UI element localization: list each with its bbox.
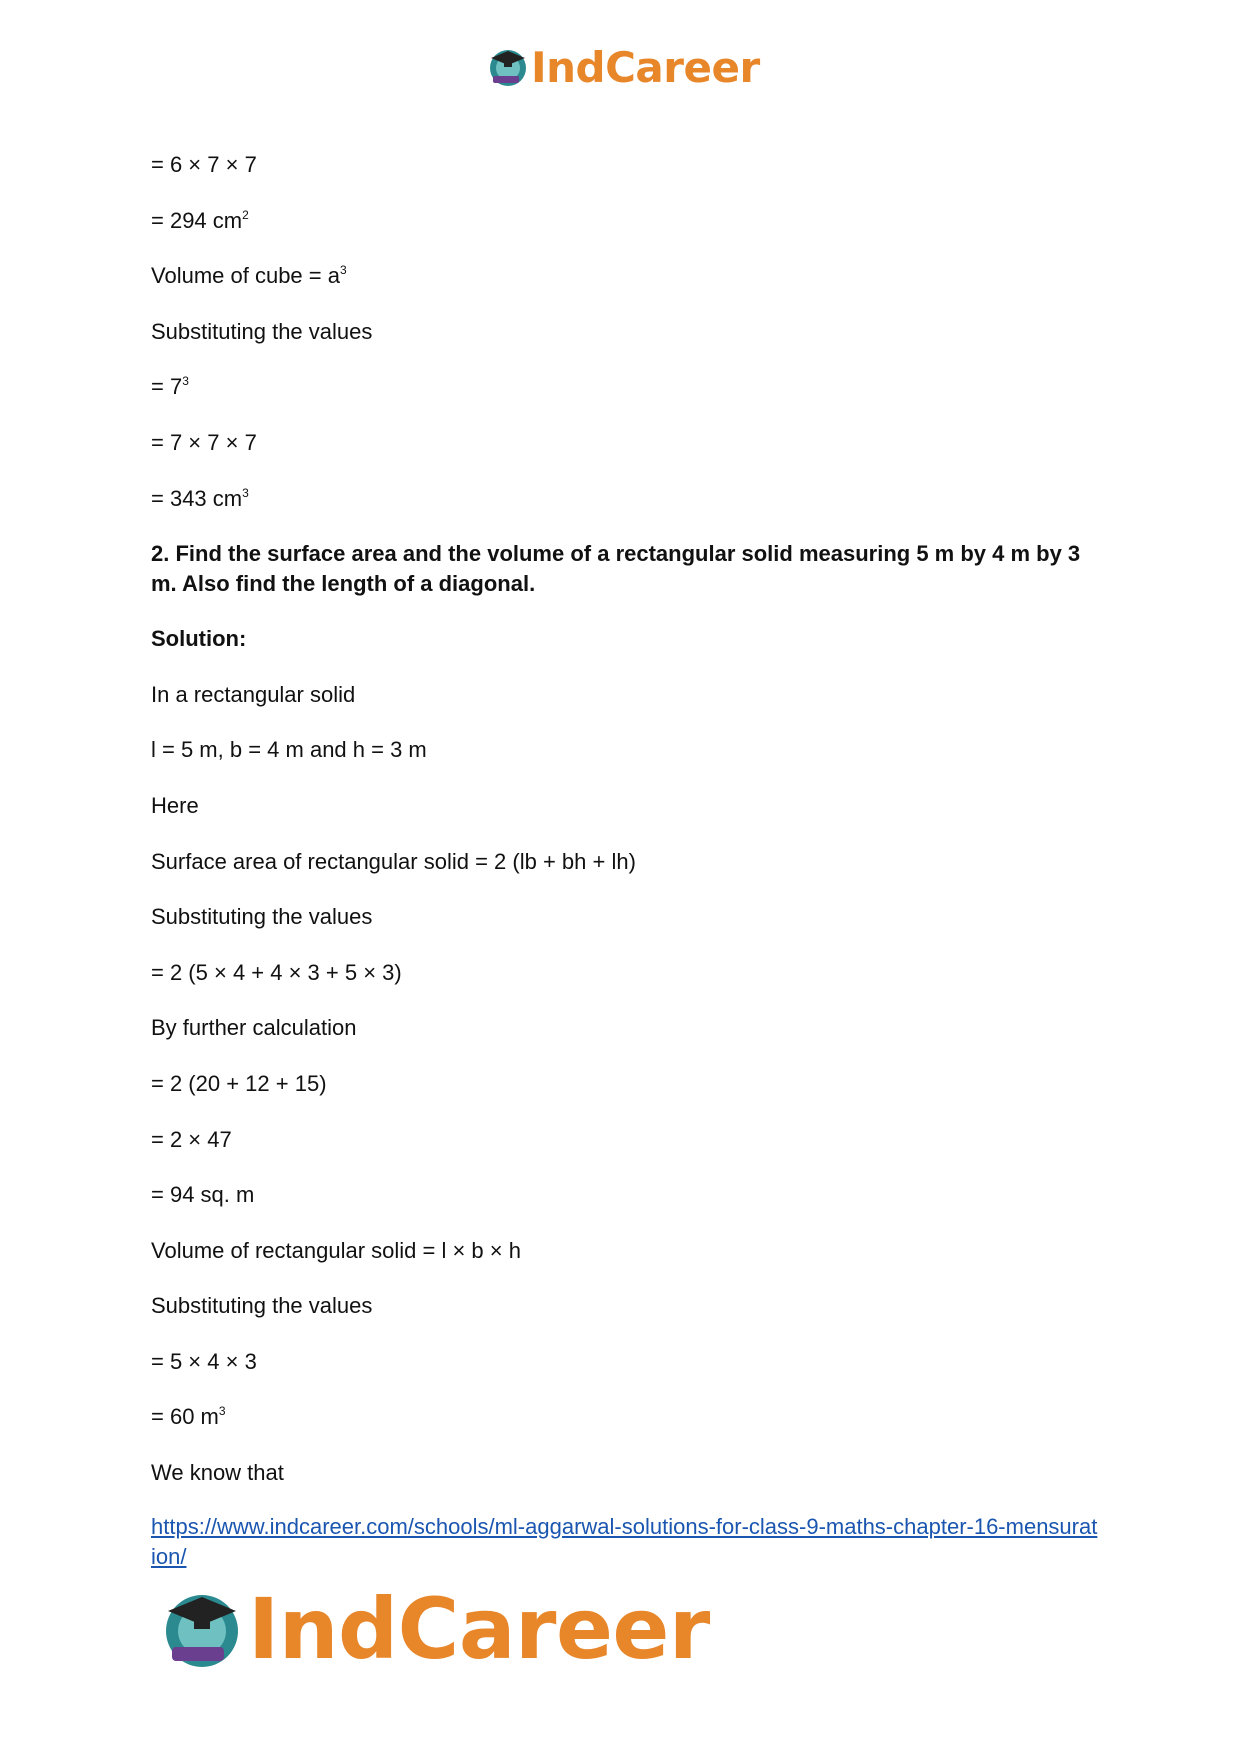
- line-text: = 2 (20 + 12 + 15): [151, 1070, 327, 1096]
- solution-label: Solution:: [151, 626, 247, 652]
- line-text: = 60 m: [151, 1404, 219, 1430]
- line-text: = 343 cm: [151, 485, 243, 511]
- document-body: [151, 150, 1101, 1514]
- line-text: Volume of cube = a: [151, 263, 340, 289]
- calculation-lines: [151, 150, 1101, 514]
- source-link[interactable]: https://www.indcareer.com/schools/ml-aggarwal-solutions-for-class-9-maths-chapter-16-mensuration/: [151, 1514, 1098, 1569]
- graduation-cap-book-icon: [487, 46, 529, 88]
- question-text: 2. Find the surface area and the volume of a rectangular solid measuring 5 m by 4 m by 3 m. Also find the length of a diagonal.: [151, 541, 1081, 597]
- superscript: 3: [339, 263, 347, 278]
- header-logo: [487, 42, 760, 92]
- line-text: In a rectangular solid: [151, 681, 356, 707]
- text-line: [151, 428, 1101, 458]
- text-line: [151, 150, 1101, 180]
- solution-lines: [151, 680, 1101, 1488]
- line-text: Substituting the values: [151, 904, 373, 930]
- line-text: = 94 sq. m: [151, 1182, 255, 1208]
- superscript: 3: [242, 485, 249, 500]
- text-line: [151, 1125, 1101, 1155]
- line-text: By further calculation: [151, 1015, 357, 1041]
- text-line: [151, 680, 1101, 710]
- text-line: [151, 735, 1101, 765]
- text-line: [151, 372, 1101, 402]
- header-logo-text: IndCareer: [531, 42, 760, 92]
- line-text: = 7: [151, 374, 183, 400]
- text-line: [151, 902, 1101, 932]
- text-line: [151, 1402, 1101, 1432]
- text-line: [151, 958, 1101, 988]
- text-line: [151, 1180, 1101, 1210]
- footer-logo-text: IndCareer: [248, 1580, 710, 1678]
- line-text: = 6 × 7 × 7: [151, 152, 257, 177]
- text-line: [151, 317, 1101, 347]
- text-line: [151, 1236, 1101, 1266]
- superscript: 2: [242, 207, 249, 222]
- line-text: = 7 × 7 × 7: [151, 429, 257, 455]
- line-text: = 2 (5 × 4 + 4 × 3 + 5 × 3): [151, 959, 402, 985]
- text-line: [151, 1013, 1101, 1043]
- text-line: [151, 791, 1101, 821]
- text-line: [151, 1347, 1101, 1377]
- text-line: [151, 847, 1101, 877]
- line-text: Volume of rectangular solid = l × b × h: [151, 1237, 521, 1263]
- line-text: = 294 cm: [151, 207, 243, 233]
- line-text: = 5 × 4 × 3: [151, 1348, 257, 1374]
- line-text: = 2 × 47: [151, 1126, 232, 1152]
- line-text: l = 5 m, b = 4 m and h = 3 m: [151, 737, 427, 763]
- text-line: [151, 1069, 1101, 1099]
- text-line: [151, 261, 1101, 291]
- text-line: [151, 1458, 1101, 1488]
- text-line: [151, 206, 1101, 236]
- text-line: [151, 1291, 1101, 1321]
- line-text: We know that: [151, 1460, 284, 1486]
- superscript: 3: [218, 1404, 226, 1419]
- line-text: Here: [151, 792, 199, 818]
- line-text: Substituting the values: [151, 318, 373, 344]
- footer-logo: [160, 1580, 710, 1678]
- graduation-cap-book-icon: [160, 1587, 244, 1671]
- line-text: Substituting the values: [151, 1293, 373, 1319]
- text-line: [151, 484, 1101, 514]
- superscript: 3: [182, 374, 189, 389]
- line-text: Surface area of rectangular solid = 2 (lb + bh + lh): [151, 848, 636, 874]
